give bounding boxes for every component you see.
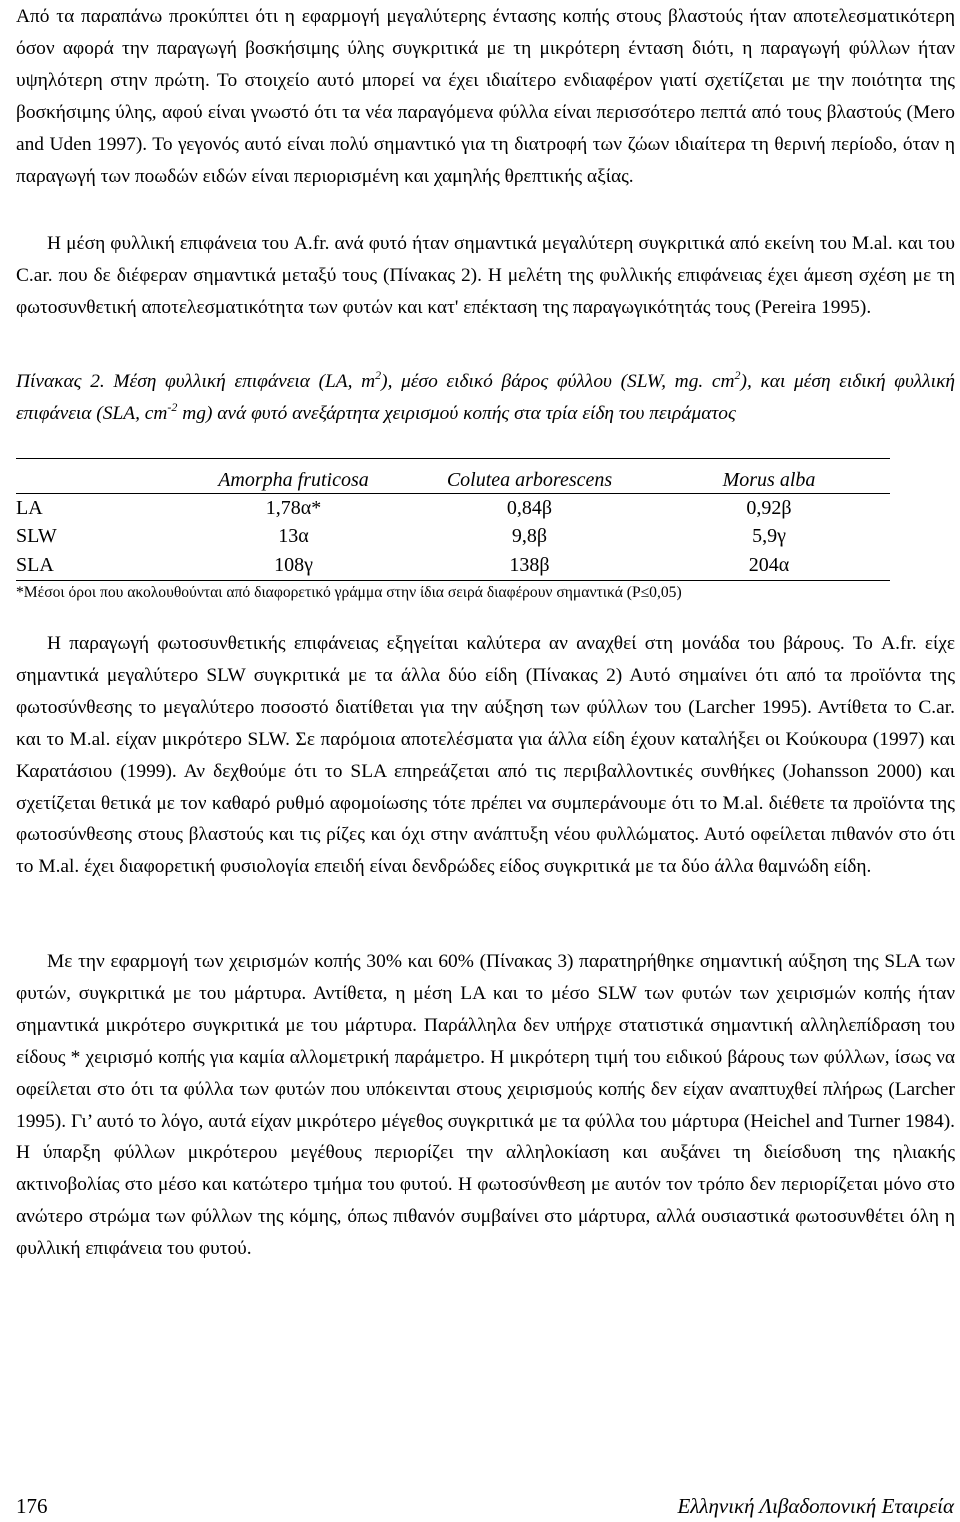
table-cell: 1,78α* <box>265 496 322 519</box>
society-name: Ελληνική Λιβαδοπονική Εταιρεία <box>677 1494 954 1518</box>
caption-part-4: mg) ανά φυτό ανεξάρτητα χειρισμού κοπής στα τρία είδη του πειράματος <box>177 402 736 424</box>
row-label: SLA <box>16 551 176 580</box>
table-cell: 108γ <box>176 551 411 580</box>
header-cell-colutea: Colutea arborescens <box>411 459 648 494</box>
table-caption <box>16 366 955 430</box>
caption-part-2: ), μέσο ειδικό βάρος φύλλου (SLW, mg. cm <box>381 371 735 392</box>
table-row <box>16 523 890 552</box>
table-cell: 0,84β <box>506 496 553 519</box>
header-cell-amorpha: Amorpha fruticosa <box>176 459 411 494</box>
table-cell: 13α <box>278 525 309 548</box>
row-label: SLW <box>16 525 57 548</box>
table-cell: 138β <box>411 551 648 580</box>
page-number: 176 <box>16 1494 48 1518</box>
caption-sup-3: -2 <box>167 399 178 414</box>
paragraph-2: Η μέση φυλλική επιφάνεια του A.fr. ανά φυτό ήταν σημαντικά μεγαλύτερη συγκριτικά από εκείνη του M.al. και του C.ar. που δε διέφεραν σημαντικά μεταξύ τους (Πίνακας 2). Η μελέτη της φυλλικής επιφάνειας έχει άμεση σχέση με τη φωτοσυνθετική αποτελεσματικότητα των φυτών και κατ' επέκταση της παραγωγικότητάς τους (Pereira 1995). <box>16 233 955 318</box>
table-cell: 9,8β <box>511 525 548 548</box>
table-cell: 5,9γ <box>752 525 786 548</box>
row-label: LA <box>16 496 43 519</box>
data-table <box>16 458 890 581</box>
paragraph-1: Από τα παραπάνω προκύπτει ότι η εφαρμογή μεγαλύτερης έντασης κοπής στους βλαστούς ήταν αποτελεσματικότερη όσον αφορά την παραγωγή βοσκήσιμης ύλης συγκριτικά με τη μικρότερη ένταση διότι, η παραγωγή φύλλων ήταν υψηλότερη στην πρώτη. Το στοιχείο αυτό μπορεί να έχει ιδιαίτερο ενδιαφέρον γιατί σχετίζεται με την ποιότητα της βοσκήσιμης ύλης, αφού είναι γνωστό ότι τα νέα παραγόμενα φύλλα είναι περισσότερο πεπτά από τους βλαστούς (Mero and Uden 1997). Το γεγονός αυτό είναι πολύ σημαντικό για τη διατροφή των ζώων ιδιαίτερα τη θερινή περίοδο, όταν η παραγωγή των ποωδών ειδών είναι περιορισμένη και χαμηλής θρεπτικής αξίας. <box>16 6 955 187</box>
table-block <box>16 458 890 602</box>
paragraph-4: Με την εφαρμογή των χειρισμών κοπής 30% και 60% (Πίνακας 3) παρατηρήθηκε σημαντική αύξηση της SLA των φυτών, συγκριτικά με του μάρτυρα. Αντίθετα, η μέση LA και το μέσο SLW των φυτών των χειρισμών κοπής ήταν σημαντικά μικρότερο συγκριτικά με του μάρτυρα. Παράλληλα δεν υπήρχε στατιστικά σημαντική αλληλεπίδραση του είδους * χειρισμό κοπής για καμία αλλομετρική παράμετρο. Η μικρότερη τιμή του ειδικού βάρους των φύλλων, ίσως να οφείλεται στο ότι τα φύλλα των φυτών που υπόκεινται στους χειρισμούς κοπής δεν είχαν αναπτυχθεί πλήρως (Larcher 1995). Γι’ αυτό το λόγο, αυτά είχαν μικρότερο μέγεθος συγκριτικά με τα φύλλα του μάρτυρα (Heichel and Turner 1984). Η ύπαρξη φύλλων μικρότερου μεγέθους περιορίζει την αλληλοκίαση και αυξάνει τη διείσδυση της ηλιακής ακτινοβολίας στο μέσο και κατώτερο τμήμα του φυτού. Η φωτοσύνθεση με αυτόν τον τρόπο δεν περιορίζεται μόνο στο ανώτερο στρώμα των φύλλων της κόμης, όπως πιθανόν συμβαίνει στο μάρτυρα, αλλά ουσιαστικά φωτοσυνθέτει όλη η φυλλική επιφάνεια του φυτού. <box>16 951 955 1260</box>
header-cell-empty <box>16 459 176 494</box>
table-row <box>16 494 890 523</box>
table-row <box>16 551 890 580</box>
paragraph-3: Η παραγωγή φωτοσυνθετικής επιφάνειας εξηγείται καλύτερα αν αναχθεί στη μονάδα του βάρους. Το A.fr. είχε σημαντικά μεγαλύτερο SLW συγκριτικά με τα άλλα δύο είδη (Πίνακας 2) Αυτό σημαίνει ότι από τα προϊόντα της φωτοσύνθεσης το μεγαλύτερο ποσοστό διατίθεται για την αύξηση των φύλλων του (Larcher 1995). Αντίθετα το C.ar. και το M.al. είχαν μικρότερο SLW. Σε παρόμοια αποτελέσματα για άλλα είδη έχουν καταλήξει οι Κούκουρα (1997) και Καρατάσιου (1999). Αν δεχθούμε ότι το SLA επηρεάζεται από τις περιβαλλοντικές συνθήκες (Johansson 2000) και σχετίζεται θετικά με τον καθαρό ρυθμό αφομοίωσης τότε πρέπει να συμπεράνουμε ότι το M.al. διέθετε τα προϊόντα της φωτοσύνθεσης στους βλαστούς και τις ρίζες και όχι στην ανάπτυξη νέου φυλλώματος. Αυτό οφείλεται πιθανόν στο ότι το M.al. έχει διαφορετική φυσιολογία επειδή είναι δενδρώδες είδος συγκριτικά με τα δύο άλλα θαμνώδη είδη. <box>16 633 955 878</box>
caption-sup-1: 2 <box>375 368 382 382</box>
table-header-row <box>16 459 890 494</box>
table-footnote: *Μέσοι όροι που ακολουθούνται από διαφορετικό γράμμα στην ίδια σειρά διαφέρουν σημαντικά (P≤0,05) <box>16 583 682 601</box>
header-cell-morus: Morus alba <box>648 459 890 494</box>
caption-part-3: ), και μέση ειδική φυλλική επιφάνεια (SLA, cm <box>16 371 955 424</box>
caption-part-1: Πίνακας 2. Μέση φυλλική επιφάνεια (LA, m <box>16 371 376 392</box>
table-cell: 0,92β <box>746 496 792 519</box>
caption-sup-2: 2 <box>734 368 741 382</box>
table-cell: 204α <box>648 551 890 580</box>
